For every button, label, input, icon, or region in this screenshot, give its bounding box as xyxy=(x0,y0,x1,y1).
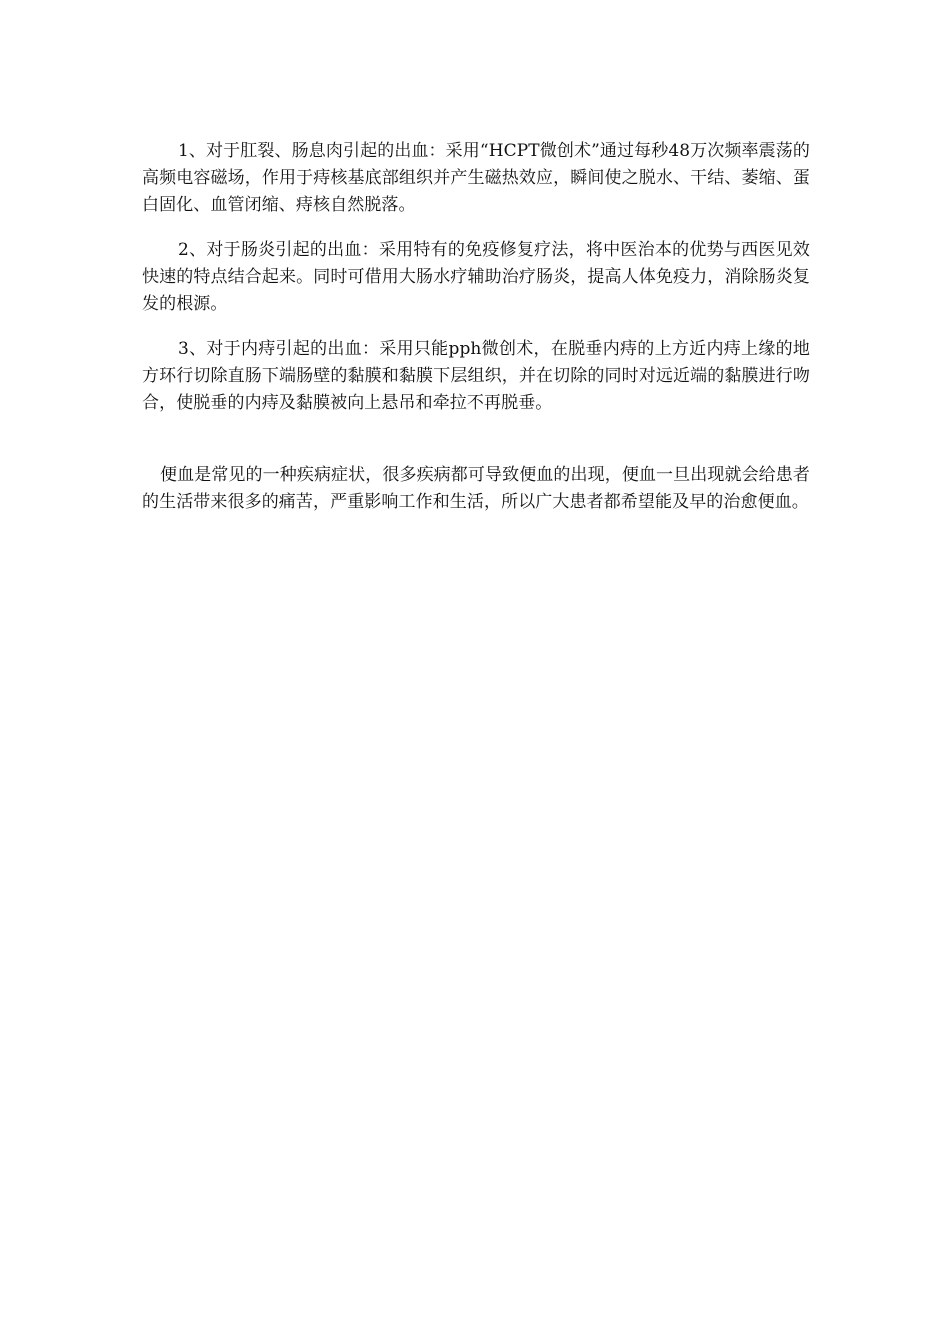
paragraph-anal-fissure-treatment: 1、对于肛裂、肠息肉引起的出血：采用“HCPT微创术”通过每秒48万次频率震荡的高频电容磁场，作用于痔核基底部组织并产生磁热效应，瞬间使之脱水、干结、萎缩、蛋白固化、血管闭缩、痔核自然脱落。 xyxy=(142,141,810,215)
paragraph-internal-hemorrhoid-treatment: 3、对于内痔引起的出血：采用只能pph微创术，在脱垂内痔的上方近内痔上缘的地方环行切除直肠下端肠壁的黏膜和黏膜下层组织，并在切除的同时对远近端的黏膜进行吻合，使脱垂的内痔及黏膜被向上悬吊和牵拉不再脱垂。 xyxy=(142,339,810,413)
paragraph-conclusion: 便血是常见的一种疾病症状，很多疾病都可导致便血的出现，便血一旦出现就会给患者的生活带来很多的痛苦，严重影响工作和生活，所以广大患者都希望能及早的治愈便血。 xyxy=(142,465,810,512)
paragraph-enteritis-treatment: 2、对于肠炎引起的出血：采用特有的免疫修复疗法，将中医治本的优势与西医见效快速的特点结合起来。同时可借用大肠水疗辅助治疗肠炎，提高人体免疫力，消除肠炎复发的根源。 xyxy=(142,240,810,314)
